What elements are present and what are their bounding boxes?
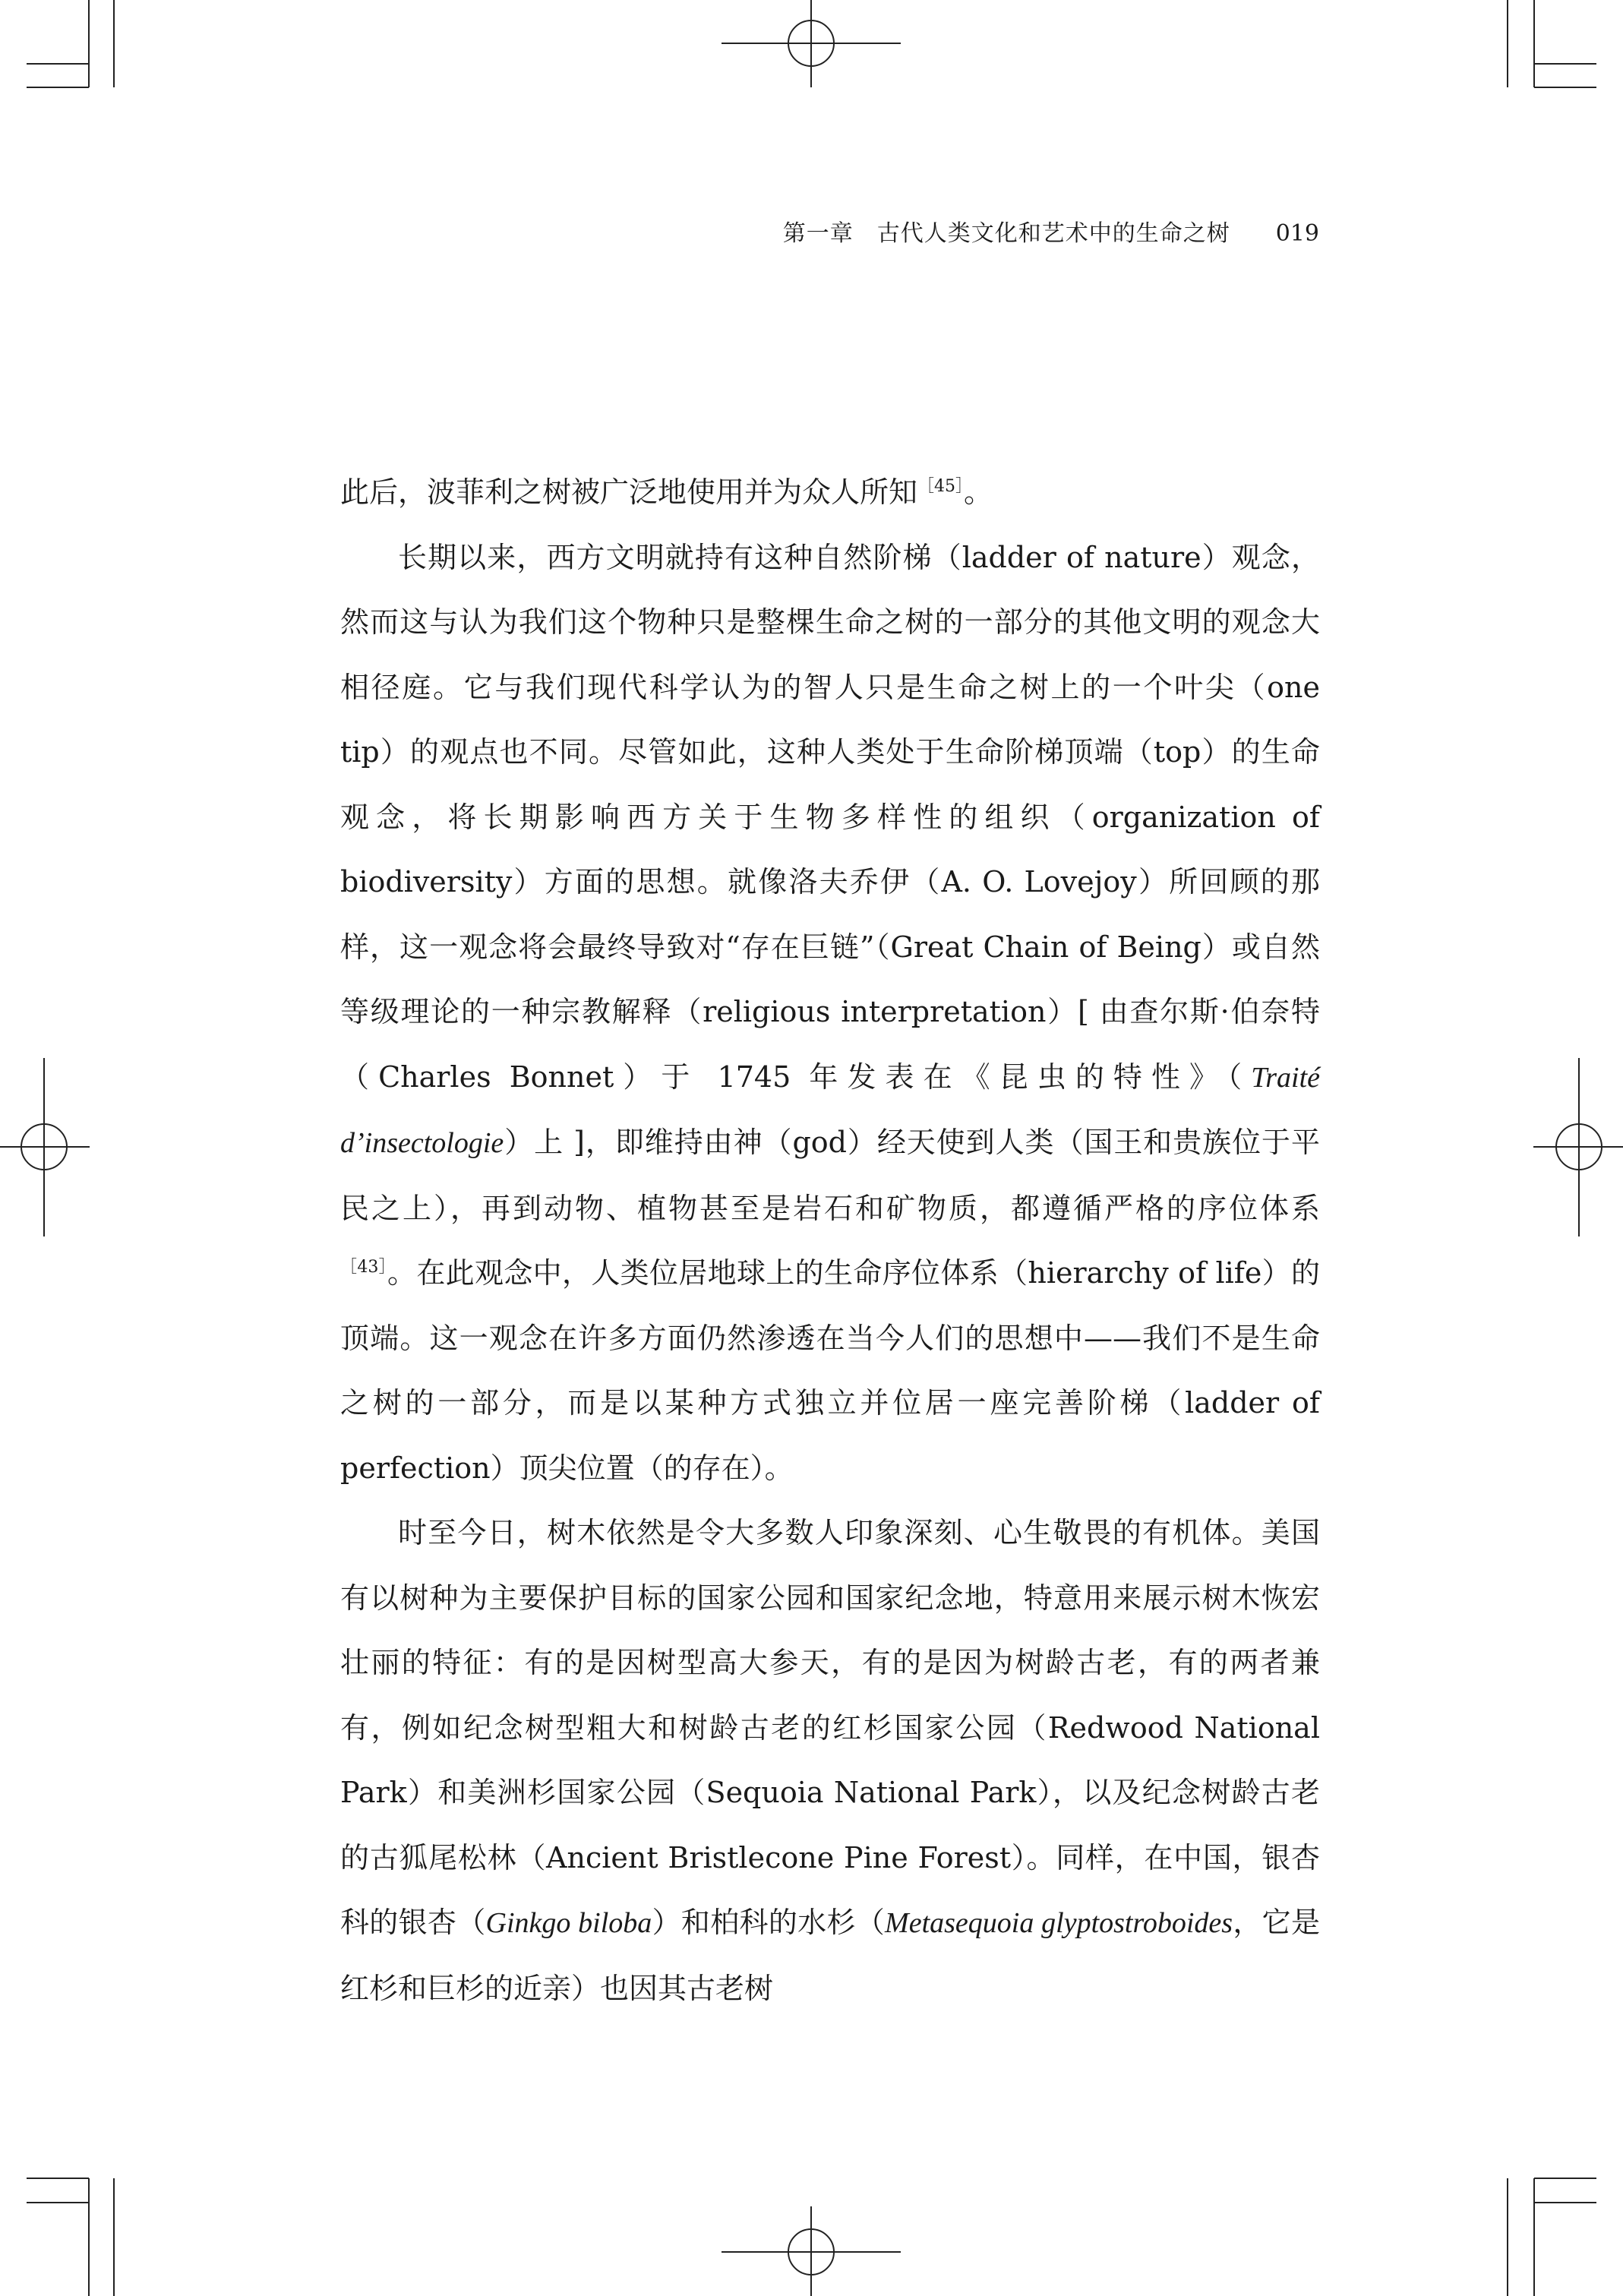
paragraph-2 [340, 526, 1320, 1502]
paragraph-3 [340, 1501, 1320, 2021]
paragraph-1 [340, 460, 1320, 526]
italic-title: Traité d’insectologie [340, 1061, 1320, 1159]
body-text [340, 460, 1320, 2021]
chapter-title: 第一章 古代人类文化和艺术中的生命之树 [782, 220, 1230, 247]
paragraph-text: 此后，波菲利之树被广泛地使用并为众人所知 [340, 475, 918, 509]
paragraph-text: ）和柏科的水杉（ [652, 1906, 886, 1939]
species-name: Metasequoia glyptostroboides [885, 1907, 1233, 1939]
species-name: Ginkgo biloba [485, 1907, 652, 1939]
citation-ref: ［45］ [917, 477, 965, 496]
paragraph-text: 长期以来，西方文明就持有这种自然阶梯（ladder of nature）观念，然而这与认为我们这个物种只是整棵生命之树的一部分的其他文明的观念大相径庭。它与我们现代科学认为的智人只是生命之树上的一个叶尖（one tip）的观点也不同。尽管如此，这种人类处于生命阶梯顶端（top）的生命观念，将长期影响西方关于生物多样性的组织（organization of biodiversity）方面的思想。就像洛夫乔伊（A. O. Lovejoy）所回顾的那样，这一观念将会最终导致对“存在巨链”（Great Chain of Being）或自然等级理论的一种宗教解释（religious interpretation）[ 由查尔斯·伯奈特（Charles Bonnet）于 1745 年发表在《昆虫的特性》（ [340, 540, 1320, 1094]
running-header [783, 214, 1319, 248]
paragraph-text: 。在此观念中，人类位居地球上的生命序位体系（hierarchy of life）的顶端。这一观念在许多方面仍然渗透在当今人们的思想中——我们不是生命之树的一部分，而是以某种方式独立并位居一座完善阶梯（ladder of perfection）顶尖位置（的存在）。 [340, 1256, 1320, 1485]
citation-ref: ［43］ [340, 1258, 387, 1277]
page-number: 019 [1275, 220, 1319, 247]
paragraph-text: ，它是红杉和巨杉的近亲）也因其古老树 [340, 1906, 1320, 2005]
paragraph-text: 。 [964, 475, 993, 509]
paragraph-text: ）上 ]，即维持由神（god）经天使到人类（国王和贵族位于平民之上），再到动物、植物甚至是岩石和矿物质，都遵循严格的序位体系 [340, 1126, 1320, 1225]
paragraph-text: 时至今日，树木依然是令大多数人印象深刻、心生敬畏的有机体。美国有以树种为主要保护目标的国家公园和国家纪念地，特意用来展示树木恢宏壮丽的特征：有的是因树型高大参天，有的是因为树龄古老，有的两者兼有，例如纪念树型粗大和树龄古老的红杉国家公园（Redwood National Park）和美洲杉国家公园（Sequoia National Park），以及纪念树龄古老的古狐尾松林（Ancient Bristlecone Pine Forest）。同样，在中国，银杏科的银杏（ [340, 1516, 1320, 1939]
